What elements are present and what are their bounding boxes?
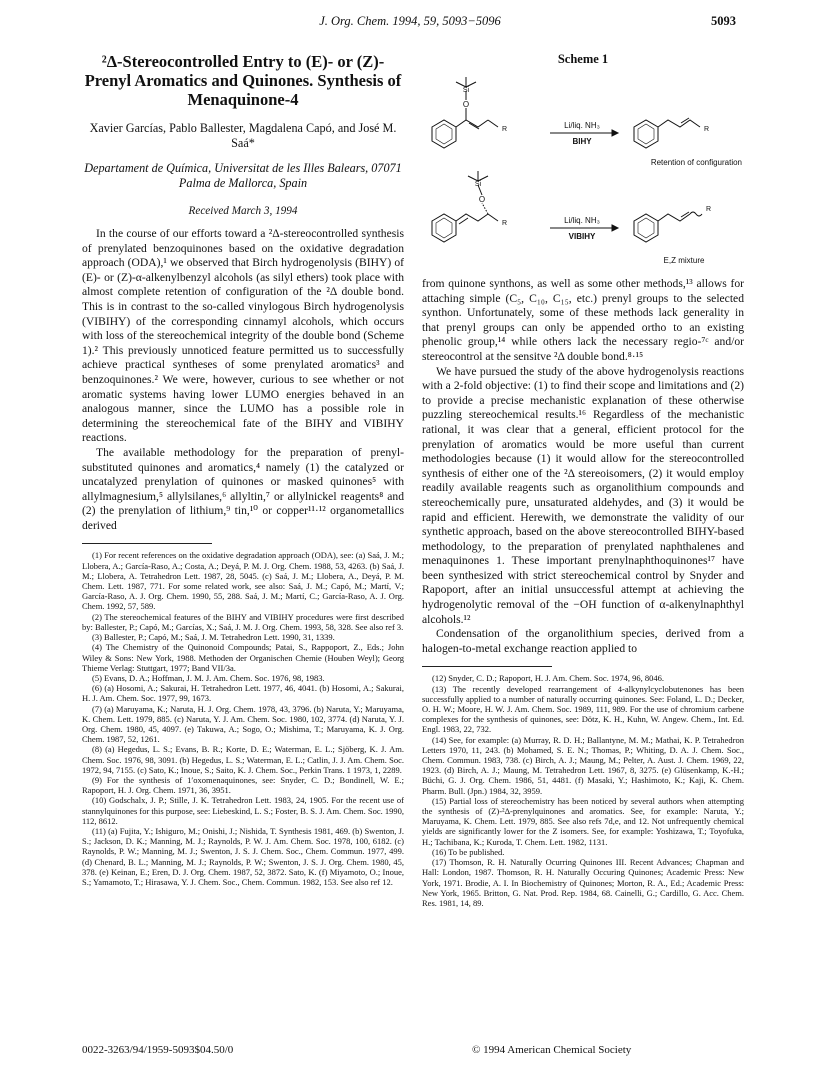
benzene-inner-ring <box>638 218 654 238</box>
footnote: (8) (a) Hegedus, L. S.; Evans, B. R.; Korte, D. E.; Waterman, E. L.; Sjöberg, K. J. Am. Chem. Soc. 1976, 98, 3091. (b) Hegedus, L. S.; Waterman, E. L.; Catlin, J. J. Am. Chem. Soc. 1972, 94, 7155. (c) Sato, K.; Inoue, S.; Saito, K. J. Chem. Soc., Perkin Trans. 1 1973, 1, 2289. <box>82 744 404 775</box>
footnote: (10) Godschalx, J. P.; Stille, J. K. Tetrahedron Lett. 1983, 24, 1905. For the recent use of stannylquinones for this purpose, see: Liebeskind, L. S.; Foster, B. S. J. Am. Chem. Soc. 1990, 112, 8612. <box>82 795 404 826</box>
arrow-head <box>612 130 618 136</box>
footnote: (9) For the synthesis of 1′oxomenaquinones, see: Snyder, C. D.; Bondinell, W. E.; Rapoport, H. J. Org. Chem. 1971, 36, 3951. <box>82 774 404 796</box>
left-column <box>82 52 404 887</box>
footnote: (17) Thomson, R. H. Naturally Ocurring Quinones III. Recent Advances; Chapman and Hall: London, 1987. Thomson, R. H. Naturally Occuring Quinones; Academic Press: New York, 1971. Brodie, A. I. In Biochemistry of Quinones; Morton, R. A., Ed.; Academic Press: New York, 1965. Britton, G. Nat. Prod. Rep. 1984, 68. Cainelli, G.; Cardillo, G. Acc. Chem. Res. 1981, 14, 89. <box>422 857 744 908</box>
footnote-divider <box>422 666 552 667</box>
double-bond-line <box>681 118 689 123</box>
silicon-label: Si <box>474 181 482 188</box>
author-list: Xavier Garcías, Pablo Ballester, Magdalena Capó, and José M. Saá* <box>89 121 397 150</box>
outcome-label: E,Z mixture <box>663 256 705 265</box>
allyl-chain <box>456 120 488 127</box>
reactant-2-structure <box>432 171 498 242</box>
method-label: VIBIHY <box>568 232 596 241</box>
r-group-label: R <box>502 126 508 133</box>
footnote: (13) The recently developed rearrangement of 4-alkynylcyclobutenones has been successfully applied to a number of naturally occurring quinones. See: Foland, L. D.; Decker, O. H. W.; Moore, H. W. J. Am. Chem. Soc. 1989, 111, 989. For the use of chromium carbene complexes for the synthesis of quinones, see: Dötz, K. H., Kuhn, W. Angew. Chem., Int. Ed. Engl. 1983, 22, 732. <box>422 683 744 735</box>
oxygen-label: O <box>478 195 486 204</box>
footnote: (11) (a) Fujita, Y.; Ishiguro, M.; Onishi, J.; Nishida, T. Synthesis 1981, 469. (b) Swenton, J. S.; Jackson, D. K.; Manning, M. J.; Raynolds, P. W. J. Am. Chem. Soc. 1978, 100, 6182. (c) Raynolds, P. W.; Manning, M. J.; Swenton, J. S. J. Chem. Soc., Chem. Commun. 1977, 499. (d) Chenard, B. L.; Manning, M. J.; Raynolds, P. W.; Swenton, J. S. J. Org. Chem. 1980, 45, 378. (e) Keinan, E.; Eren, D. J. Org. Chem. 1987, 52, 3872. Sato, K. (f) Miyamoto, O.; Inoue, S.; Yamamoto, T.; Hirasawa, Y. J. Chem. Soc., Chem. Commun. 1982, 153. See also ref 12. <box>82 825 404 887</box>
reagent-label: Li/liq. NH₃ <box>564 216 600 225</box>
footnotes-left <box>82 550 404 887</box>
issn-code: 0022-3263/94/1959-5093$04.50/0 <box>82 1044 234 1056</box>
right-column <box>422 52 744 908</box>
product-2-structure <box>634 212 702 242</box>
prenyl-chain <box>658 214 690 221</box>
footnote: (3) Ballester, P.; Capó, M.; Saá, J. M. Tetrahedron Lett. 1990, 31, 1339. <box>92 632 335 643</box>
footnote: (16) To be published. <box>432 846 505 857</box>
chain-to-r <box>488 214 498 221</box>
body-paragraph: The available methodology for the preparation of prenyl-substituted quinones and aromatics,⁴ namely (1) the catalyzed or uncatalyzed prenylation of quinones or masked quinones⁵ with allylmagnesium,⁵ allylsilanes,⁶ allyltin,⁷ or allylnickel reagents⁸ and (2) the prenylation of lithium,⁹ tin,¹⁰ or copper¹¹·¹² organometallics derived <box>82 445 404 532</box>
cinnamyl-chain <box>456 214 488 221</box>
footnote: (5) Evans, D. A.; Hoffman, J. M. J. Am. Chem. Soc. 1976, 98, 1983. <box>92 672 325 683</box>
double-bond-line <box>469 123 479 129</box>
chain-to-r <box>488 120 498 127</box>
copyright-notice: © 1994 American Chemical Society <box>472 1044 632 1056</box>
body-paragraph: We have pursued the study of the above hydrogenolysis reactions with a 2-fold objective: (1) to find their scope and limitations and (2) to provide a precise mechanistic explanation of these otherwise puzzling stereochemical results.¹⁶ Regardless of the mechanistic rational, it was clear that a general, efficient protocol for the prenylation of aromatics would be more useful than current methodologies because (1) it would allow for the stereocontrolled synthesis of either one of the ²Δ stereoisomers, (2) it would employ readily available reagents such as organolithium compounds and stereochemically pure, unsaturated aldehydes, and (3) it would be rapid and efficient. Herewith, we demonstrate the validity of our synthetic approach, based on the above stereocontrolled BIHY-based methodology, to the preparation of prenylated naphthalenes and menaquinones 1. These important prenylnaphthoquinones¹⁷ have been synthesized with strict stereochemical control by Snyder and Rapoport, after an initial unsuccessful attempt at achieving the hydrogenolytic removal of the −OH function of α-alkenylnaphthyl alcohols.¹² <box>422 364 744 626</box>
r-group-label: R <box>706 206 712 213</box>
page-number: 5093 <box>711 14 736 28</box>
oxygen-label: O <box>462 100 470 109</box>
double-bond-line <box>681 212 689 217</box>
body-paragraph: In the course of our efforts toward a ²Δ-stereocontrolled synthesis of prenylated benzoquinones based on the oxidative degradation approach (ODA),¹ we observed that Birch hydrogenolysis (BIHY) of (E)- or (Z)-α-alkenylbenzyl alcohols (as silyl ethers) took place with almost complete retention of configuration of the ²Δ double bond. This is in contrast to the so-called vinylogous Birch hydrogenolysis (VIBIHY) of the corresponding cinnamyl alcohols, which occurs with loss of the stereochemical integrity of the double bond (Scheme 1).² This previously unnoticed feature permitted us to successfully achieve practical syntheses of some prenylated aromatics³ and benzoquinones.² We were, however, curious to see whether or not aromatic systems having lower LUMO energies behaved in an analogous manner, since the LUMO has a possible role in determining the stereochemical fate of the BIHY and VIBIHY reactions. <box>82 227 404 445</box>
footnote: (15) Partial loss of stereochemistry has been noticed by several authors when attempting the synthesis of (Z)-²Δ-prenylquinones and aromatics. See, for example: Naruta, Y.; Maruyama, K. Chem. Lett. 1979, 885. See also refs 7d,e, and 12. Not unfrequently chemical yields are significantly lower for the Z isomers. See, for example: Yoshizawa, T.; Toyofuka, H.; Tachibana, K.; Kuroda, T. Chem. Lett. 1982, 1131. <box>422 795 744 847</box>
running-head <box>0 14 820 30</box>
hashed-bond <box>482 203 488 214</box>
footnote: (1) For recent references on the oxidative degradation approach (ODA), see: (a) Saá, J. M.; Llobera, A.; García-Raso, A.; Costa, A.; Deyá, P. M. J. Org. Chem. 1988, 53, 4263. (b) Saá, J. M.; Llobera, A. Tetrahedron Lett. 1987, 28, 5045. (c) Saá, J. M.; Llobera, A., Deyá, P. M. Chem. Lett. 1987, 771. For some related work, see also: Saá, J. M.; Capó, M.; Martí, V.; García-Raso, A. J. Org. Chem. 1990, 55, 288. Saá, J. M.; Martí, C.; García-Raso, A. J. Org. Chem. 1992, 57, 589. <box>82 550 404 612</box>
method-label: BIHY <box>572 137 592 146</box>
footnote: (12) Snyder, C. D.; Rapoport, H. J. Am. Chem. Soc. 1974, 96, 8046. <box>432 673 664 684</box>
outcome-label: Retention of configuration <box>650 158 742 167</box>
benzene-inner-ring <box>436 218 452 238</box>
journal-citation: J. Org. Chem. 1994, 59, 5093−5096 <box>319 14 501 28</box>
body-paragraph: Condensation of the organolithium species, derived from a halogen-to-metal exchange reaction applied to <box>422 627 744 655</box>
r-group-label: R <box>704 126 710 133</box>
benzene-inner-ring <box>436 124 452 144</box>
footnote: (6) (a) Hosomi, A.; Sakurai, H. Tetrahedron Lett. 1977, 46, 4041. (b) Hosomi, A.; Sakurai, H. J. Am. Chem. Soc. 1977, 99, 1673. <box>82 683 404 704</box>
footnote: (4) The Chemistry of the Quinonoid Compounds; Patai, S., Rappoport, Z., Eds.; John Wiley & Sons: New York, 1988. Methoden der Organischen Chemie (Houben Weyl); Georg Thieme Verlag: Stuttgart, 1977; Band VII/3a. <box>82 642 404 673</box>
affiliation: Departament de Química, Universitat de les Illes Balears, 07071 Palma de Mallorca, Spain <box>84 161 402 190</box>
scheme-title: Scheme 1 <box>557 52 609 66</box>
footnote: (7) (a) Maruyama, K.; Naruta, H. J. Org. Chem. 1978, 43, 3796. (b) Naruta, Y.; Maruyama, K. Chem. Lett. 1979, 885. (c) Naruta, Y. J. Am. Chem. Soc. 1980, 102, 3774. (d) Naruta, Y. J. Org. Chem. 1980, 45, 4097. (e) Takuwa, A.; Sogo, O.; Mishima, T.; Maruyama, K. J. Org. Chem. 1987, 52, 1261. <box>82 703 404 745</box>
footnote: (14) See, for example: (a) Murray, R. D. H.; Ballantyne, M. M.; Mathai, K. P. Tetrahedron Letters 1970, 11, 243. (b) Mohamed, S. E. N.; Thomas, P.; Whiting, D. A. J. Chem. Soc., Chem. Commun. 1983, 738. (c) Birch, A. J.; Maung, M.; Pelter, A. Aust. J. Chem. 1969, 22, 1923. (d) Birch, A. J.; Maung, M. Tetrahedron Lett. 1967, 8, 3275. (e) Glüsenkamp, K.-H.; Büchi, G. J. Org. Chem. 1986, 51, 4481. (f) Masaki, Y.; Hashimoto, K.; Kaji, K. Chem. Pharm. Bull. (Jpn.) 1984, 32, 3959. <box>422 734 744 796</box>
footnotes-right <box>422 673 744 908</box>
arrow-head <box>612 225 618 231</box>
article-title: ²Δ-Stereocontrolled Entry to (E)- or (Z)-Prenyl Aromatics and Quinones. Synthesis of Menaquinone-4 <box>84 52 402 109</box>
r-group-label: R <box>502 220 508 227</box>
product-1-structure <box>634 118 700 148</box>
reagent-label: Li/liq. NH₃ <box>564 121 600 130</box>
benzene-inner-ring <box>638 124 654 144</box>
received-date: Received March 3, 1994 <box>188 205 298 217</box>
scheme-diagram <box>422 73 744 273</box>
prenyl-chain <box>658 120 700 127</box>
body-paragraph: from quinone synthons, as well as some other methods,¹³ allows for attaching simple (C₅, C₁₀, C₁₅, etc.) prenyl groups to the selected synthon. Unfortunately, some of these methods lack generality in that prenyl groups can only be appended ortho to an existing phenolic group,¹⁴ while others lack the necessary regio-⁷ᶜ and/or stereocontrol at the sensitve ²Δ double bond.⁸·¹⁵ <box>422 277 744 363</box>
double-bond-line <box>459 218 468 224</box>
footnote-divider <box>82 543 212 544</box>
silicon-label: Si <box>462 87 470 94</box>
wavy-bond <box>690 212 702 216</box>
footnote: (2) The stereochemical features of the BIHY and VIBIHY procedures were first described by: Ballester, P.; Capó, M.; Garcías, X.; Saá, J. M. J. Org. Chem. 1993, 58, 328. See also ref 3. <box>82 611 404 632</box>
